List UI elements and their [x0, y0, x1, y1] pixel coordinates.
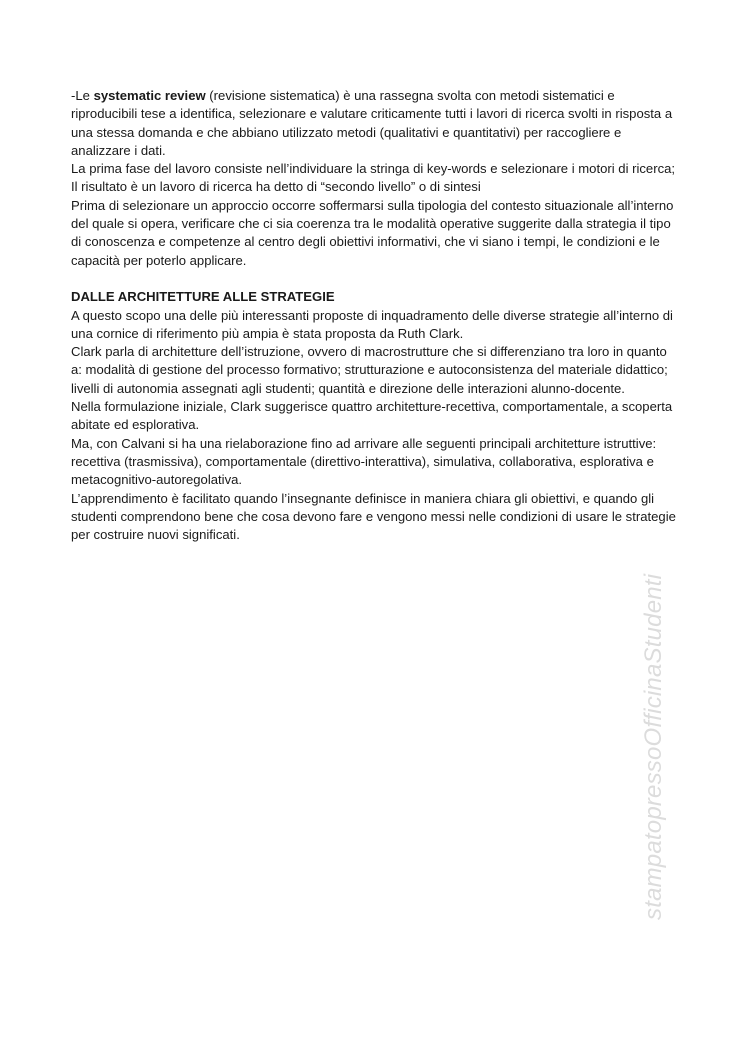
p1-bold-term: systematic review [93, 88, 206, 103]
paragraph-approccio: Prima di selezionare un approccio occorre soffermarsi sulla tipologia del contesto situazionale all’interno del quale si opera, verificare che ci sia coerenza tra le modalità operative suggerite dalla strategia il tipo di conoscenza e competenze al centro degli obiettivi informativi, che vi siano i tempi, le condizioni e le capacità per poterlo applicare. [71, 197, 674, 268]
paragraph-risultato: Il risultato è un lavoro di ricerca ha detto di “secondo livello” o di sintesi [71, 179, 481, 195]
paragraph-architetture: Clark parla di architetture dell’istruzione, ovvero di macrostrutture che si differenziano tra loro in quanto a: modalità di gestione del processo formativo; strutturazione e autoconsistenza del materiale didattico; livelli di autonomia assegnati agli studenti; quantità e direzione delle interazioni alunno-docente. [71, 344, 668, 396]
p1-suffix: (revisione sistematica) è una rassegna svolta con metodi sistematici e riproducibili tese a identifica, selezionare e valutare criticamente tutti i lavori di ricerca svolti in risposta a una stessa domanda e che abbiano utilizzato metodi (qualitativi e quantitativi) per raccogliere e analizzare i dati. [71, 88, 673, 158]
paragraph-systematic-review [71, 87, 677, 160]
paragraph-spacer [71, 270, 677, 288]
paragraph-formulazione: Nella formulazione iniziale, Clark suggerisce quattro architetture-recettiva, comportamentale, a scoperta abitate ed esplorativa. [71, 399, 673, 433]
watermark: stampatopressoOfficinaStudenti [640, 573, 667, 920]
paragraph-calvani: Ma, con Calvani si ha una rielaborazione fino ad arrivare alle seguenti principali architetture istruttive: recettiva (trasmissiva), comportamentale (direttivo-interattiva), simulativa, collaborativa, esplorativa e metacognitivo-autoregolativa. [71, 435, 657, 488]
section-heading: DALLE ARCHITETTURE ALLE STRATEGIE [71, 289, 335, 305]
paragraph-apprendimento: L’apprendimento è facilitato quando l’insegnante definisce in maniera chiara gli obiettivi, e quando gli studenti comprendono bene che cosa devono fare e vengono messi nelle condizioni di usare le strategie per costruire nuovi significati. [71, 490, 676, 543]
document-body [71, 87, 677, 544]
paragraph-ruth-clark: A questo scopo una delle più interessanti proposte di inquadramento delle diverse strategie all’interno di una cornice di riferimento più ampia è stata proposta da Ruth Clark. [71, 307, 673, 341]
p1-prefix: -Le [71, 88, 94, 103]
paragraph-prima-fase: La prima fase del lavoro consiste nell’individuare la stringa di key-words e selezionare i motori di ricerca; [71, 161, 676, 177]
